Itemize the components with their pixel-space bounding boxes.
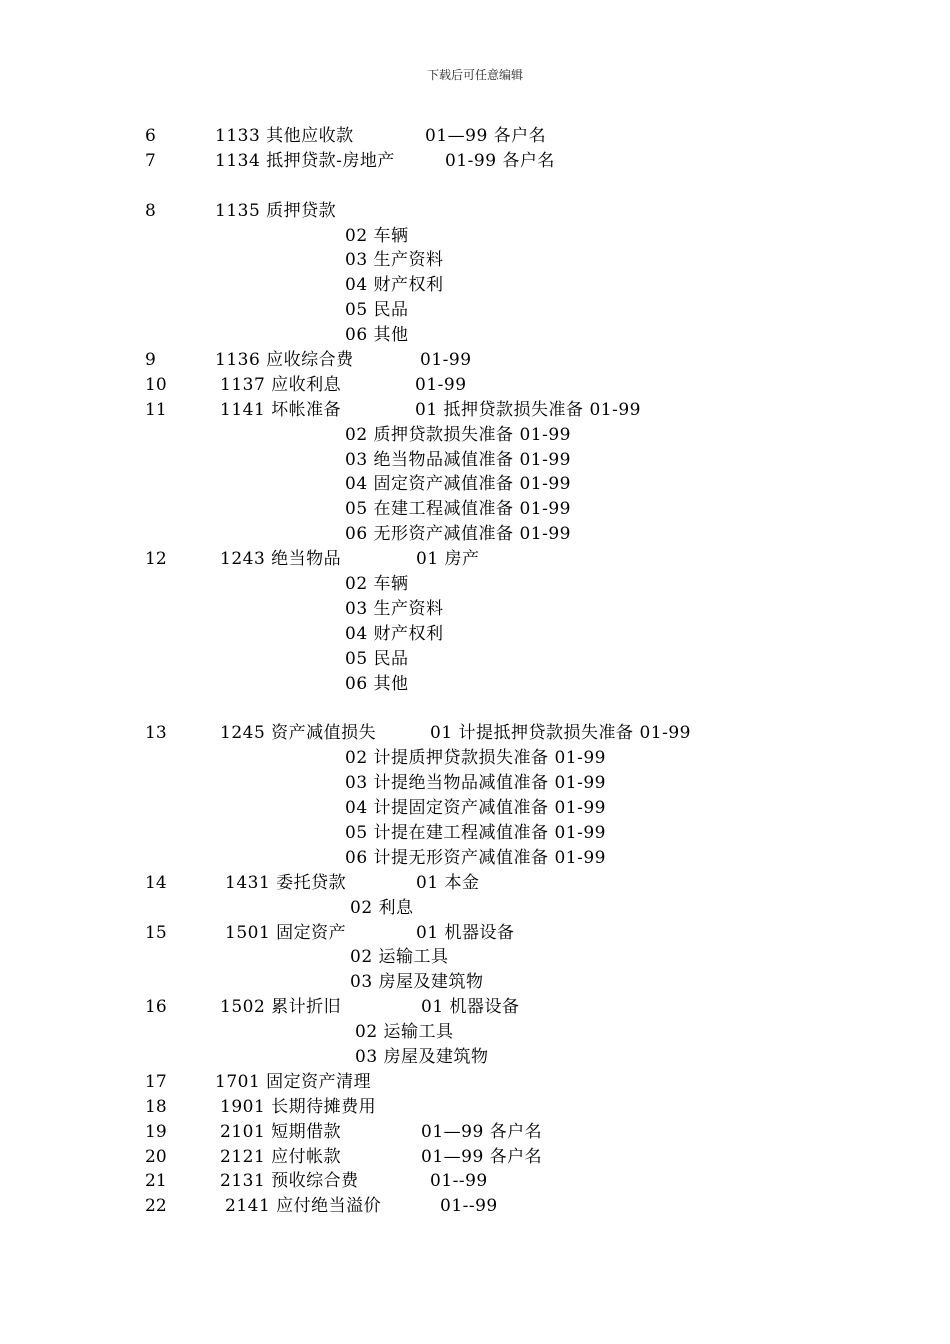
account-row [0,796,950,821]
sub-account-detail: 01 机器设备 [421,997,520,1018]
sub-account-detail: 01—99 各户名 [425,126,547,146]
row-number: 8 [145,200,156,221]
account-code-name: 2121 应付帐款 [220,1146,342,1167]
sub-account-detail: 01--99 [430,1171,488,1192]
sub-account-detail: 05 在建工程减值准备 01-99 [345,499,571,520]
account-row [0,174,950,199]
sub-account-detail: 01-99 [420,350,472,371]
account-row [0,846,950,871]
page-header-note: 下载后可任意编辑 [426,68,523,82]
account-row [0,746,950,771]
account-code-name: 1141 坏帐准备 [220,399,342,420]
account-row [0,597,950,622]
account-code-name: 2141 应付绝当溢价 [225,1196,382,1217]
account-code-name: 1901 长期待摊费用 [220,1096,377,1117]
account-code-name: 1245 资产减值损失 [220,723,377,744]
sub-account-detail: 01 计提抵押贷款损失准备 01-99 [430,723,691,744]
sub-account-detail: 05 民品 [345,300,409,321]
sub-account-detail: 02 运输工具 [355,1022,454,1043]
sub-account-detail: 03 房屋及建筑物 [350,972,484,993]
account-code-name: 1137 应收利息 [220,374,342,395]
account-row [0,423,950,448]
account-row [0,298,950,323]
row-number: 16 [145,997,167,1018]
sub-account-detail: 06 其他 [345,325,409,346]
account-row [0,248,950,273]
account-row [0,572,950,597]
account-row [0,1145,950,1170]
sub-account-detail: 01-99 各户名 [445,150,555,171]
account-row [0,821,950,846]
sub-account-detail: 01 抵押贷款损失准备 01-99 [415,399,641,420]
sub-account-detail: 03 房屋及建筑物 [355,1046,489,1067]
sub-account-detail: 06 计提无形资产减值准备 01-99 [345,847,606,868]
sub-account-detail: 02 计提质押贷款损失准备 01-99 [345,748,606,769]
row-number: 13 [145,723,167,744]
row-number: 11 [145,399,167,420]
row-number: 17 [145,1071,167,1092]
sub-account-detail: 03 生产资料 [345,250,444,271]
row-number: 15 [145,922,167,943]
account-row [0,448,950,473]
row-number: 22 [145,1196,167,1217]
account-row [0,373,950,398]
sub-account-detail: 01 本金 [416,872,480,893]
sub-account-detail: 04 财产权利 [345,275,444,296]
account-row [0,398,950,423]
sub-account-detail: 01--99 [440,1196,498,1217]
sub-account-detail: 01—99 各户名 [421,1146,543,1167]
sub-account-detail: 05 计提在建工程减值准备 01-99 [345,822,606,843]
account-row [0,672,950,697]
sub-account-detail: 02 车辆 [345,574,409,595]
account-row [0,771,950,796]
sub-account-detail: 02 利息 [350,897,414,918]
account-row [0,1045,950,1070]
account-row [0,1095,950,1120]
account-row [0,921,950,946]
account-code-name: 2101 短期借款 [220,1121,342,1142]
sub-account-detail: 03 生产资料 [345,598,444,619]
account-code-name: 1133 其他应收款 [215,126,354,146]
row-number: 19 [145,1121,167,1142]
account-code-name: 1243 绝当物品 [220,549,342,570]
account-row [0,1070,950,1095]
account-row [0,348,950,373]
account-row [0,622,950,647]
account-code-name: 1136 应收综合费 [215,350,354,371]
sub-account-detail: 05 民品 [345,648,409,669]
account-row [0,721,950,746]
account-code-name: 1502 累计折旧 [220,997,342,1018]
row-number: 14 [145,872,167,893]
sub-account-detail: 03 计提绝当物品减值准备 01-99 [345,773,606,794]
account-row [0,1120,950,1145]
sub-account-detail: 03 绝当物品减值准备 01-99 [345,449,571,470]
sub-account-detail: 02 车辆 [345,225,409,246]
account-row [0,871,950,896]
account-row [0,522,950,547]
sub-account-detail: 02 运输工具 [350,947,449,968]
account-row [0,224,950,249]
account-row [0,497,950,522]
row-number: 10 [145,374,167,395]
row-number: 9 [145,350,156,371]
sub-account-detail: 01-99 [415,374,467,395]
account-row [0,647,950,672]
row-number: 6 [145,126,156,146]
account-code-name: 2131 预收综合费 [220,1171,359,1192]
account-row [0,472,950,497]
account-code-list [0,124,950,1219]
account-code-name: 1701 固定资产清理 [215,1071,372,1092]
account-row [0,323,950,348]
account-code-name: 1135 质押贷款 [215,200,337,221]
sub-account-detail: 02 质押贷款损失准备 01-99 [345,424,571,445]
account-row [0,1020,950,1045]
account-row [0,945,950,970]
row-number: 7 [145,150,156,171]
account-code-name: 1134 抵押贷款-房地产 [215,150,395,171]
account-row [0,896,950,921]
sub-account-detail: 01—99 各户名 [421,1121,543,1142]
row-number: 18 [145,1096,167,1117]
account-row [0,696,950,721]
sub-account-detail: 04 财产权利 [345,623,444,644]
account-row [0,149,950,174]
account-row [0,1194,950,1219]
row-number: 12 [145,549,167,570]
sub-account-detail: 04 固定资产减值准备 01-99 [345,474,571,495]
sub-account-detail: 06 无形资产减值准备 01-99 [345,524,571,545]
sub-account-detail: 06 其他 [345,673,409,694]
account-row [0,124,950,149]
account-code-name: 1501 固定资产 [225,922,347,943]
sub-account-detail: 01 机器设备 [416,922,515,943]
account-code-name: 1431 委托贷款 [225,872,347,893]
account-row [0,199,950,224]
sub-account-detail: 01 房产 [416,549,480,570]
row-number: 20 [145,1146,167,1167]
account-row [0,1169,950,1194]
account-row [0,970,950,995]
row-number: 21 [145,1171,167,1192]
account-row [0,995,950,1020]
account-row [0,273,950,298]
sub-account-detail: 04 计提固定资产减值准备 01-99 [345,798,606,819]
account-row [0,547,950,572]
